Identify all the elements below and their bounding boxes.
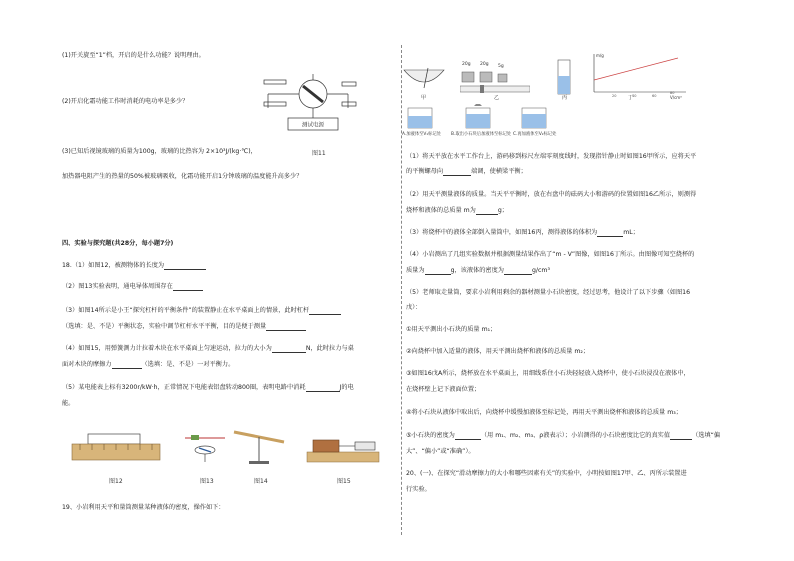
weight-label-2: 20g: [480, 62, 489, 67]
q18-part4b-text: 面对木块的摩擦力: [62, 361, 112, 368]
beaker-label-b: B.取出小石块后加液体至标记处: [451, 132, 512, 137]
beaker-label-a: A.加液体至V₁标记处: [402, 132, 441, 137]
figure-16-label-jia: 甲: [421, 95, 427, 101]
q19-step5a-tail: （选填“偏: [692, 432, 721, 439]
figure-16-bing-cylinder: [553, 58, 575, 98]
q19-part4b-unit: g/cm³: [532, 267, 550, 274]
figure-16-label-yi: 乙: [494, 95, 500, 101]
q18-part3a-text: （3）如图14所示是小王“探究杠杆的平衡条件”的装置静止在水平桌面上的情景，此时杠杆: [62, 307, 310, 314]
q18-part4a: [62, 345, 354, 353]
q18-part3a-blank[interactable]: [309, 307, 341, 315]
q19-part4b: [406, 267, 550, 275]
q19-step5a-text: ⑤小石块的密度为: [406, 432, 455, 439]
q19-part1b-blank[interactable]: [443, 168, 471, 176]
q18-part1-blank[interactable]: [164, 262, 206, 270]
q17-part3a: (3)已知后视镜玻璃的质量为100g，玻璃的比热容为 2×10³J/(kg·℃)，: [62, 148, 257, 155]
figure-13-compass: [183, 432, 227, 464]
q19-part1b-text: 的平衡螺母向: [406, 168, 444, 175]
circuit-power-label: 测试电源: [301, 122, 325, 129]
figure-16-label-ding: 丁: [628, 95, 634, 101]
q18-part5a-text: （5）某电能表上标有3200r/kW·h，正常情况下电能表铝盘转动800圈，表明电路中消耗: [62, 384, 306, 391]
q18-part3b: [62, 323, 306, 331]
q19-part2b-blank[interactable]: [476, 207, 498, 215]
figure-16-label-bing: 丙: [562, 95, 568, 101]
q19-part4b-blank1[interactable]: [425, 267, 451, 275]
figure-11-circuit: [258, 68, 368, 136]
graph-y-label: m/g: [596, 53, 604, 58]
q18-part4a-blank[interactable]: [272, 345, 306, 353]
q19-part3-text: （3）将烧杯中的液体全部倒入量筒中，如图16丙，测得液体的体积为: [406, 229, 598, 236]
q18-part4b: [62, 361, 234, 369]
q19-part4b-mid: g，该液体的密度为: [450, 267, 504, 274]
q19-step5a-blank1[interactable]: [455, 432, 481, 440]
figure-12-ruler: [70, 432, 162, 464]
figure-13-caption: 图13: [200, 478, 214, 485]
section-4-heading: 四、实验与探究题(共28分，每小题7分): [62, 240, 174, 247]
figure-16-yi-weights: [460, 62, 530, 96]
q19-step4: ④将小石块从液体中取出后，向烧杯中缓慢加液体至标记处，再用天平测出烧杯和液体的总质量 m₃；: [406, 409, 682, 416]
figure-14-lever: [232, 428, 286, 466]
q19-step5a: [406, 432, 720, 440]
figure-14-caption: 图14: [254, 478, 268, 485]
graph-x-label: V/cm³: [670, 95, 682, 100]
figure-16-jia-balance: [402, 64, 446, 94]
q19-part1a: （1）将天平放在水平工作台上，游码移到标尺左端零刻度线时，发现指针静止时如图16甲所示，应将天平: [406, 153, 697, 160]
q18-part1-text: 18.（1）如图12，被测物体的长度为: [62, 262, 165, 269]
graph-tick-40: 40: [632, 94, 637, 98]
figure-16-wu-beakers: [404, 104, 554, 132]
figure-15-block: [305, 430, 381, 466]
q19-step3b: 在烧杯壁上记下液面位置；: [406, 386, 481, 393]
q19-step1: ①用天平测出小石块的质量 m₁；: [406, 326, 497, 333]
q19-part3-blank[interactable]: [597, 229, 623, 237]
q18-part5a-blank[interactable]: [306, 384, 340, 392]
graph-tick-20: 20: [612, 94, 617, 98]
q19-part2a: （2）用天平测量液体的质量。当天平平衡时，放在右盘中的砝码大小和游码的位置如图16乙所示，则测得: [406, 191, 697, 198]
beaker-label-c: C.再加液体至V₂标记处: [513, 132, 557, 137]
q17-part1: (1)开关旋至“1”档，开启的是什么功能？说明理由。: [62, 52, 205, 59]
q19-step5a-blank2[interactable]: [670, 432, 692, 440]
q19-step3a: ③如图16戊A所示，烧杯放在水平桌面上，用细线系住小石块轻轻放入烧杯中，使小石块浸没在液体中，: [406, 370, 690, 377]
q19-part4b-text: 质量为: [406, 267, 425, 274]
graph-data-line: [594, 58, 678, 80]
q19-step2: ②向烧杯中加入适量的液体，用天平测出烧杯和液体的总质量 m₂；: [406, 348, 590, 355]
q19-part3: [406, 229, 639, 237]
figure-16-ding-graph: [586, 52, 690, 100]
q18-part4a-text: （4）如图15，用弹簧测力计拉着木块在水平桌面上匀速运动，拉力的大小为: [62, 345, 272, 352]
figure-12-caption: 图12: [109, 478, 123, 485]
q19-part2b-unit: g；: [497, 207, 508, 214]
q18-part2-text: （2）图13实验表明，通电导体周围存在: [62, 283, 173, 290]
q19-part5a: （5）老师取走量筒，要求小岩利用剩余的器材测量小石块密度，经过思考，他设计了以下步骤（如图16: [406, 289, 691, 296]
q18-part4a-unit: N，此时拉力与桌: [305, 345, 354, 352]
measured-block: [88, 434, 140, 444]
q19-part2b: [406, 207, 508, 215]
q17-part3b: 加热器电阻产生的热量的50%被玻璃吸收，化霜功能开启1分钟玻璃的温度能升高多少？: [62, 173, 303, 180]
q18-part4b-tail: （选填：是、不是）一对平衡力。: [141, 361, 235, 368]
q17-part2: (2)开启化霜功能工作时消耗的电功率是多少？: [62, 98, 189, 105]
q19-part4a: （4）小岩测出了几组实验数据并根据测量结果作出了“m - V”图像，如图16丁所示。由图像可知空烧杯的: [406, 251, 695, 258]
q19-part4b-blank2[interactable]: [504, 267, 532, 275]
q18-part2-blank[interactable]: [173, 283, 203, 291]
weight-label-1: 20g: [462, 62, 471, 67]
q19-part1b: [406, 168, 527, 176]
q18-part5b: 能。: [62, 400, 75, 407]
q19-intro: 19、小岩利用天平和量筒测量某种液体的密度，操作如下：: [62, 504, 225, 511]
q18-part2: [62, 283, 203, 291]
q19-part1b-tail: 端调，使横梁平衡；: [471, 168, 527, 175]
q18-part4b-blank[interactable]: [112, 361, 142, 369]
graph-tick-80: 80: [670, 91, 675, 95]
q18-part3a: [62, 307, 341, 315]
q18-part3b-text: （选填：是、不是）平衡状态，实验中调节杠杆水平平衡，目的是便于测量: [62, 323, 267, 330]
q19-part2b-text: 烧杯和液体的总质量 m为: [406, 207, 476, 214]
q18-part5a-unit: J的电: [339, 384, 354, 391]
column-divider: [401, 45, 402, 535]
q18-part5a: [62, 384, 354, 392]
q19-step5a-mid: （用 m₁、m₂、m₃、ρ液表示）；小岩测得的小石块密度比它的真实值: [480, 432, 671, 439]
figure-11-caption: 图11: [312, 150, 326, 157]
q20-intro-a: 20、(一)、在探究“滑动摩擦力的大小和哪些因素有关”的实验中，小明按如图17甲、乙、丙所示装置进: [406, 470, 687, 477]
figure-15-caption: 图15: [337, 478, 351, 485]
weight-label-3: 5g: [498, 64, 504, 69]
q19-part3-unit: mL；: [623, 229, 639, 236]
q20-intro-b: 行实验。: [406, 486, 431, 493]
graph-tick-60: 60: [652, 94, 657, 98]
q18-part3b-blank[interactable]: [266, 323, 306, 331]
q19-step5b: 大”、“偏小”或“准确”）。: [406, 448, 475, 455]
q19-part5b: 戊）：: [406, 304, 422, 311]
q18-part1: [62, 262, 206, 270]
